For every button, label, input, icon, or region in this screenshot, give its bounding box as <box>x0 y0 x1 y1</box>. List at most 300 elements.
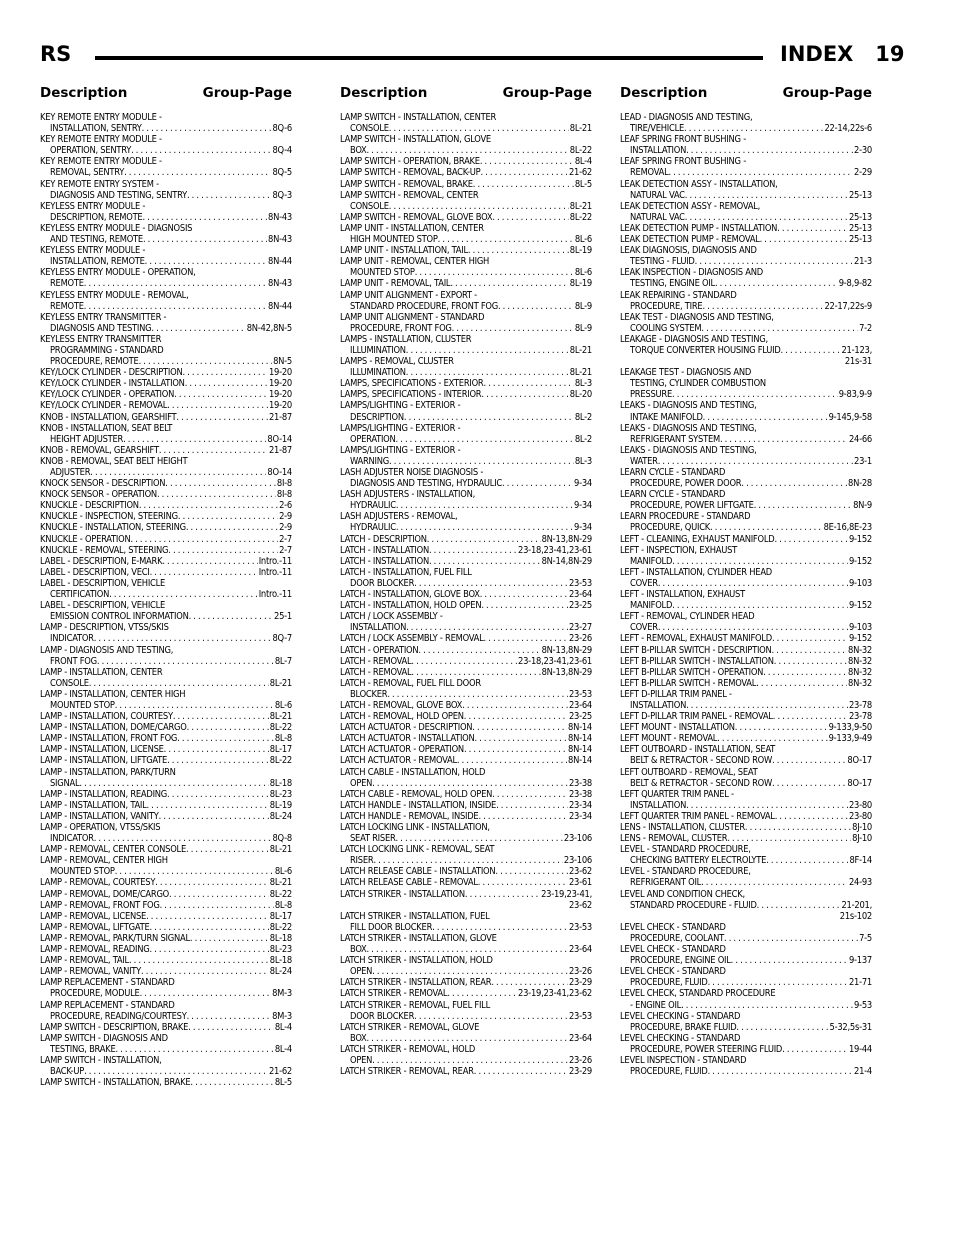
index-entry <box>340 1000 592 1022</box>
dot-leader <box>772 633 848 644</box>
dot-leader <box>160 900 274 911</box>
entry-line <box>340 312 592 323</box>
entry-text: LATCH HANDLE - INSTALLATION, INSIDE <box>340 799 497 811</box>
dot-leader <box>496 800 568 811</box>
entry-text: LASH ADJUSTER NOISE DIAGNOSIS - <box>340 467 484 478</box>
entry-line <box>40 622 292 633</box>
index-entry <box>40 478 292 489</box>
entry-line <box>620 755 872 766</box>
entry-line <box>40 866 292 877</box>
dot-leader <box>484 633 568 644</box>
index-entry <box>620 733 872 744</box>
dot-leader <box>123 434 266 445</box>
dot-leader <box>710 522 823 533</box>
entry-page-ref: 9-152 <box>848 600 872 612</box>
dot-leader <box>447 988 517 999</box>
entry-line <box>340 123 592 134</box>
entry-line <box>340 345 592 356</box>
index-entry <box>40 412 292 423</box>
entry-line <box>620 1022 872 1033</box>
dot-leader <box>159 445 268 456</box>
entry-text: LATCH RELEASE CABLE - REMOVAL <box>340 877 478 889</box>
index-entry <box>620 290 872 312</box>
entry-text: DIAGNOSIS AND TESTING <box>50 322 152 334</box>
entry-line <box>40 966 292 977</box>
manual-code: RS <box>40 42 72 66</box>
entry-text: LAMP - REMOVAL, CENTER HIGH <box>40 855 168 867</box>
entry-line <box>340 755 592 766</box>
entry-line <box>620 778 872 789</box>
entry-page-ref: 8L-6 <box>574 234 592 246</box>
entry-text: DESCRIPTION <box>350 411 404 423</box>
entry-text: LAMP UNIT ALIGNMENT - EXPORT - <box>340 289 477 301</box>
index-entry <box>340 911 592 933</box>
entry-page-ref: 8L-9 <box>574 322 592 334</box>
entry-line <box>620 323 872 334</box>
entry-line <box>620 145 872 156</box>
index-entry <box>40 689 292 711</box>
dot-leader <box>775 811 848 822</box>
entry-line <box>340 600 592 611</box>
entry-line <box>340 1033 592 1044</box>
dot-leader <box>438 234 574 245</box>
entry-text: LATCH STRIKER - REMOVAL, HOLD <box>340 1043 476 1055</box>
entry-line <box>620 678 872 689</box>
entry-text: LATCH LOCKING LINK - INSTALLATION, <box>340 822 490 833</box>
dot-leader <box>774 534 848 545</box>
entry-line <box>40 811 292 822</box>
entry-page-ref: 9-103 <box>848 622 872 634</box>
entry-line <box>620 667 872 678</box>
index-entry <box>40 445 292 456</box>
entry-line <box>620 301 872 312</box>
entry-line <box>340 179 592 190</box>
entry-text: LAMP - INSTALLATION, LIFTGATE <box>40 755 168 767</box>
entry-text: LEFT OUTBOARD - INSTALLATION, SEAT <box>620 744 776 756</box>
dot-leader <box>473 179 574 190</box>
dot-leader <box>720 434 848 445</box>
entry-page-ref: 9-133,9-49 <box>828 733 872 745</box>
entry-line <box>40 844 292 855</box>
entry-text: LAMP - REMOVAL, READING <box>40 944 150 956</box>
entry-page-ref: 8F-14 <box>849 855 872 867</box>
entry-page-ref: 9-83,9-9 <box>838 389 872 401</box>
entry-line <box>340 290 592 301</box>
entry-text: LEFT B-PILLAR SWITCH - DESCRIPTION <box>620 644 772 656</box>
entry-text: PROCEDURE, MODULE <box>50 988 140 1000</box>
dot-leader <box>756 678 847 689</box>
entry-line <box>40 356 292 367</box>
index-entry <box>340 256 592 278</box>
dot-leader <box>480 589 568 600</box>
entry-text: LASH ADJUSTERS - INSTALLATION, <box>340 489 475 501</box>
index-entry <box>40 389 292 400</box>
entry-page-ref: 8Q-7 <box>272 633 292 645</box>
entry-page-ref: 8L-22 <box>269 722 292 734</box>
entry-page-ref: 21-201, <box>841 899 872 911</box>
entry-page-ref: 21-62 <box>268 1066 292 1078</box>
dot-leader <box>658 578 848 589</box>
entry-line <box>340 1055 592 1066</box>
entry-line <box>40 611 292 622</box>
entry-line <box>340 1022 592 1033</box>
index-entry <box>620 467 872 489</box>
index-entry <box>40 800 292 811</box>
entry-text: LAMP - INSTALLATION, DOME/CARGO <box>40 722 187 734</box>
entry-text: KNUCKLE - DESCRIPTION <box>40 500 139 512</box>
entry-text: LATCH - REMOVAL <box>340 655 412 667</box>
entry-line <box>340 933 592 944</box>
entry-text: LAMPS - REMOVAL, CLUSTER <box>340 356 454 368</box>
dot-leader <box>149 922 268 933</box>
entry-line <box>340 744 592 755</box>
entry-line <box>40 367 292 378</box>
entry-page-ref: 8N-32 <box>848 644 872 656</box>
entry-text: BELT & RETRACTOR - SECOND ROW <box>630 755 772 767</box>
entry-text: OPEN <box>350 1054 373 1066</box>
entry-page-ref: 23-53 <box>568 688 592 700</box>
index-entry <box>40 267 292 289</box>
entry-text: LEVEL CHECK, STANDARD PROCEDURE <box>620 988 776 1000</box>
entry-text: OPERATION, SENTRY <box>50 145 132 157</box>
entry-page-ref: 9-145,9-58 <box>828 411 872 423</box>
description-header: Description <box>620 85 708 101</box>
entry-line <box>40 522 292 533</box>
index-entry <box>40 367 292 378</box>
entry-text: MANIFOLD <box>630 555 673 567</box>
dot-leader <box>782 1044 848 1055</box>
entry-line <box>40 1066 292 1077</box>
entry-line <box>40 645 292 656</box>
index-entry <box>340 223 592 245</box>
entry-page-ref: 8L-17 <box>269 910 292 922</box>
entry-line <box>340 678 592 689</box>
entry-text: LAMP - INSTALLATION, READING <box>40 788 168 800</box>
entry-page-ref: 8L-23 <box>269 944 292 956</box>
entry-text: LAMP - REMOVAL, PARK/TURN SIGNAL <box>40 932 190 944</box>
index-entry <box>620 822 872 833</box>
dot-leader <box>389 123 569 134</box>
dot-leader <box>478 877 568 888</box>
entry-line <box>620 578 872 589</box>
dot-leader <box>472 722 567 733</box>
dot-leader <box>462 700 568 711</box>
dot-leader <box>151 323 245 334</box>
entry-line <box>620 123 872 134</box>
entry-line <box>340 633 592 644</box>
entry-line <box>40 700 292 711</box>
index-entry <box>620 312 872 334</box>
entry-line <box>620 988 872 999</box>
dot-leader <box>162 556 257 567</box>
entry-page-ref: 25-13 <box>848 211 872 223</box>
index-entry <box>340 556 592 567</box>
entry-page-ref: 8L-4 <box>274 1021 292 1033</box>
entry-text: LATCH STRIKER - REMOVAL, FUEL FILL <box>340 999 490 1011</box>
entry-text: LAMPS/LIGHTING - EXTERIOR - <box>340 400 461 412</box>
entry-text: LAMP - INSTALLATION, COURTESY <box>40 711 173 723</box>
entry-line <box>340 811 592 822</box>
index-entry <box>340 844 592 866</box>
dot-leader <box>415 267 574 278</box>
entry-page-ref: 21-87 <box>268 444 292 456</box>
entry-text: LEFT MOUNT - REMOVAL <box>620 733 718 745</box>
dot-leader <box>658 622 848 633</box>
entry-page-ref: 21-123, <box>841 344 872 356</box>
entry-text: LATCH CABLE - INSTALLATION, HOLD <box>340 766 486 778</box>
entry-line <box>620 567 872 578</box>
entry-text: LATCH / LOCK ASSEMBLY - REMOVAL <box>340 633 484 645</box>
entry-text: LEAF SPRING FRONT BUSHING - <box>620 156 746 168</box>
entry-line <box>340 367 592 378</box>
entry-page-ref: 23-18,23-41,23-61 <box>518 655 592 667</box>
entry-line <box>340 389 592 400</box>
group-page-header: Group-Page <box>782 85 872 101</box>
entry-text: LATCH ACTUATOR - INSTALLATION <box>340 733 475 745</box>
entry-text: LATCH - INSTALLATION, HOLD OPEN <box>340 600 482 612</box>
entry-text: LAMP - INSTALLATION, CENTER HIGH <box>40 688 186 700</box>
index-entry <box>620 645 872 656</box>
entry-line <box>340 866 592 877</box>
entry-line <box>620 112 872 123</box>
index-entry <box>340 789 592 800</box>
entry-line <box>40 223 292 234</box>
index-entry <box>620 234 872 245</box>
entry-line <box>620 156 872 167</box>
dot-leader <box>491 977 568 988</box>
entry-text: LAMP REPLACEMENT - STANDARD <box>40 977 175 989</box>
entry-text: LATCH STRIKER - REMOVAL <box>340 988 448 1000</box>
dot-leader <box>702 301 823 312</box>
entry-page-ref: 8L-22 <box>269 921 292 933</box>
entry-line <box>40 112 292 123</box>
index-entry <box>40 290 292 312</box>
dot-leader <box>781 345 841 356</box>
entry-text: LAMP SWITCH - REMOVAL, CENTER <box>340 189 479 201</box>
entry-line <box>620 1011 872 1022</box>
entry-text: LAMP - INSTALLATION, CENTER <box>40 666 163 678</box>
dot-leader <box>480 167 567 178</box>
entry-line <box>340 556 592 567</box>
index-entry <box>340 656 592 667</box>
entry-text: LATCH HANDLE - REMOVAL, INSIDE <box>340 810 479 822</box>
entry-line <box>620 522 872 533</box>
dot-leader <box>464 711 568 722</box>
entry-line <box>40 500 292 511</box>
entry-line <box>340 700 592 711</box>
entry-text: LATCH ACTUATOR - DESCRIPTION <box>340 722 473 734</box>
index-entry <box>40 900 292 911</box>
index-entry <box>620 400 872 422</box>
entry-line <box>40 179 292 190</box>
index-entry <box>620 112 872 134</box>
index-entry <box>340 467 592 489</box>
dot-leader <box>165 478 276 489</box>
dot-leader <box>672 556 848 567</box>
dot-leader <box>372 778 568 789</box>
dot-leader <box>177 733 274 744</box>
index-entry <box>620 1011 872 1033</box>
entry-text: BELT & RETRACTOR - SECOND ROW <box>630 777 772 789</box>
index-entry <box>40 400 292 411</box>
entry-page-ref: 8L-4 <box>274 1043 292 1055</box>
entry-line <box>40 678 292 689</box>
entry-line <box>340 955 592 966</box>
entry-page-ref: 22-14,22s-6 <box>824 123 872 135</box>
entry-line <box>340 988 592 999</box>
entry-text: ILLUMINATION <box>350 367 406 379</box>
entry-line <box>40 988 292 999</box>
entry-text: LATCH STRIKER - INSTALLATION, HOLD <box>340 955 493 967</box>
entry-text: KNOB - INSTALLATION, SEAT BELT <box>40 422 173 434</box>
entry-line <box>620 589 872 600</box>
index-entry <box>40 645 292 667</box>
entry-line <box>340 611 592 622</box>
dot-leader <box>84 1066 268 1077</box>
entry-page-ref: 8L-21 <box>269 711 292 723</box>
entry-line <box>620 877 872 888</box>
entry-page-ref: 8L-18 <box>269 955 292 967</box>
index-entry <box>40 567 292 578</box>
entry-line <box>340 889 592 900</box>
entry-text: LAMPS/LIGHTING - EXTERIOR - <box>340 422 461 434</box>
index-entry <box>40 789 292 800</box>
entry-text: LAMP SWITCH - DIAGNOSIS AND <box>40 1032 168 1044</box>
dot-leader <box>189 611 273 622</box>
entry-text: LEAK DETECTION PUMP - INSTALLATION <box>620 222 778 234</box>
dot-leader <box>94 633 272 644</box>
entry-page-ref: 8Q-4 <box>272 145 292 157</box>
index-entry <box>340 700 592 711</box>
entry-page-ref: 8Q-8 <box>272 833 292 845</box>
index-entry <box>40 522 292 533</box>
entry-line <box>620 1044 872 1055</box>
entry-line <box>40 1022 292 1033</box>
entry-line <box>620 467 872 478</box>
entry-line <box>620 434 872 445</box>
entry-text: LAMP UNIT - REMOVAL, CENTER HIGH <box>340 256 490 268</box>
entry-text: - ENGINE OIL <box>630 999 682 1011</box>
column-header-2 <box>340 85 592 101</box>
entry-text: WATER <box>630 455 658 467</box>
entry-line <box>40 900 292 911</box>
entry-page-ref: 9-34 <box>574 478 592 490</box>
index-entry <box>620 866 872 888</box>
dot-leader <box>672 389 838 400</box>
entry-text: LAMP - REMOVAL, TAIL <box>40 955 129 967</box>
index-entry <box>340 822 592 844</box>
index-entry <box>620 811 872 822</box>
entry-line <box>620 700 872 711</box>
entry-text: FRONT FOG <box>50 655 97 667</box>
entry-line <box>340 145 592 156</box>
entry-line <box>40 667 292 678</box>
entry-text: LAMP - DIAGNOSIS AND TESTING, <box>40 644 174 656</box>
entry-line <box>620 456 872 467</box>
index-entry <box>340 245 592 256</box>
entry-line <box>340 190 592 201</box>
entry-page-ref: 8L-8 <box>274 899 292 911</box>
description-header: Description <box>40 85 128 101</box>
dot-leader <box>432 922 568 933</box>
index-entry <box>40 545 292 556</box>
entry-line <box>340 977 592 988</box>
index-entry <box>40 1033 292 1055</box>
dot-leader <box>190 1077 273 1088</box>
entry-line <box>40 955 292 966</box>
dot-leader <box>481 600 568 611</box>
entry-line <box>340 467 592 478</box>
entry-text: KEYLESS ENTRY MODULE - OPERATION, <box>40 267 196 279</box>
dot-leader <box>450 278 568 289</box>
entry-text: LAMPS, SPECIFICATIONS - INTERIOR <box>340 389 482 401</box>
index-entry <box>340 567 592 589</box>
dot-leader <box>404 412 574 423</box>
index-entry <box>340 645 592 656</box>
entry-text: LEVEL CHECKING - STANDARD <box>620 1032 741 1044</box>
entry-page-ref: 8N-43 <box>268 211 292 223</box>
entry-line <box>340 1044 592 1055</box>
index-entry <box>40 489 292 500</box>
dot-leader <box>427 534 541 545</box>
entry-page-ref: 25-1 <box>274 611 292 623</box>
entry-text: LEAK DETECTION PUMP - REMOVAL <box>620 234 760 246</box>
entry-line <box>340 500 592 511</box>
entry-text: LEFT QUARTER TRIM PANEL - REMOVAL <box>620 810 775 822</box>
entry-line <box>620 201 872 212</box>
index-entry <box>340 755 592 766</box>
column-header-1 <box>40 85 292 101</box>
entry-page-ref: 8L-23 <box>269 788 292 800</box>
index-entry <box>340 134 592 156</box>
entry-line <box>40 711 292 722</box>
index-entry <box>620 844 872 866</box>
index-entry <box>40 933 292 944</box>
entry-line <box>620 212 872 223</box>
index-entry <box>40 511 292 522</box>
entry-text: LAMP UNIT ALIGNMENT - STANDARD <box>340 311 485 323</box>
entry-line <box>40 489 292 500</box>
entry-text: MOUNTED STOP <box>50 699 115 711</box>
entry-text: LEAK DIAGNOSIS, DIAGNOSIS AND <box>620 245 757 257</box>
entry-line <box>40 445 292 456</box>
index-entry <box>620 179 872 201</box>
entry-page-ref: 2-9 <box>279 511 292 523</box>
entry-page-ref: 8L-3 <box>574 378 592 390</box>
index-entry <box>340 744 592 755</box>
entry-line <box>40 722 292 733</box>
entry-page-ref: 23-18,23-41,23-61 <box>518 544 592 556</box>
index-entry <box>340 955 592 977</box>
entry-page-ref: 8M-3 <box>272 1010 292 1022</box>
dot-leader <box>418 645 540 656</box>
entry-line <box>340 833 592 844</box>
entry-text: LATCH STRIKER - INSTALLATION <box>340 888 465 900</box>
index-entry <box>40 156 292 178</box>
entry-page-ref: 19-20 <box>268 400 292 412</box>
dot-leader <box>372 966 568 977</box>
dot-leader <box>367 1033 568 1044</box>
index-entry <box>620 633 872 644</box>
entry-text: INSTALLATION <box>630 699 687 711</box>
entry-line <box>40 800 292 811</box>
dot-leader <box>367 145 569 156</box>
entry-line <box>340 134 592 145</box>
index-entry <box>620 1033 872 1055</box>
entry-line <box>620 633 872 644</box>
index-entry <box>620 833 872 844</box>
entry-page-ref: 8L-18 <box>269 777 292 789</box>
